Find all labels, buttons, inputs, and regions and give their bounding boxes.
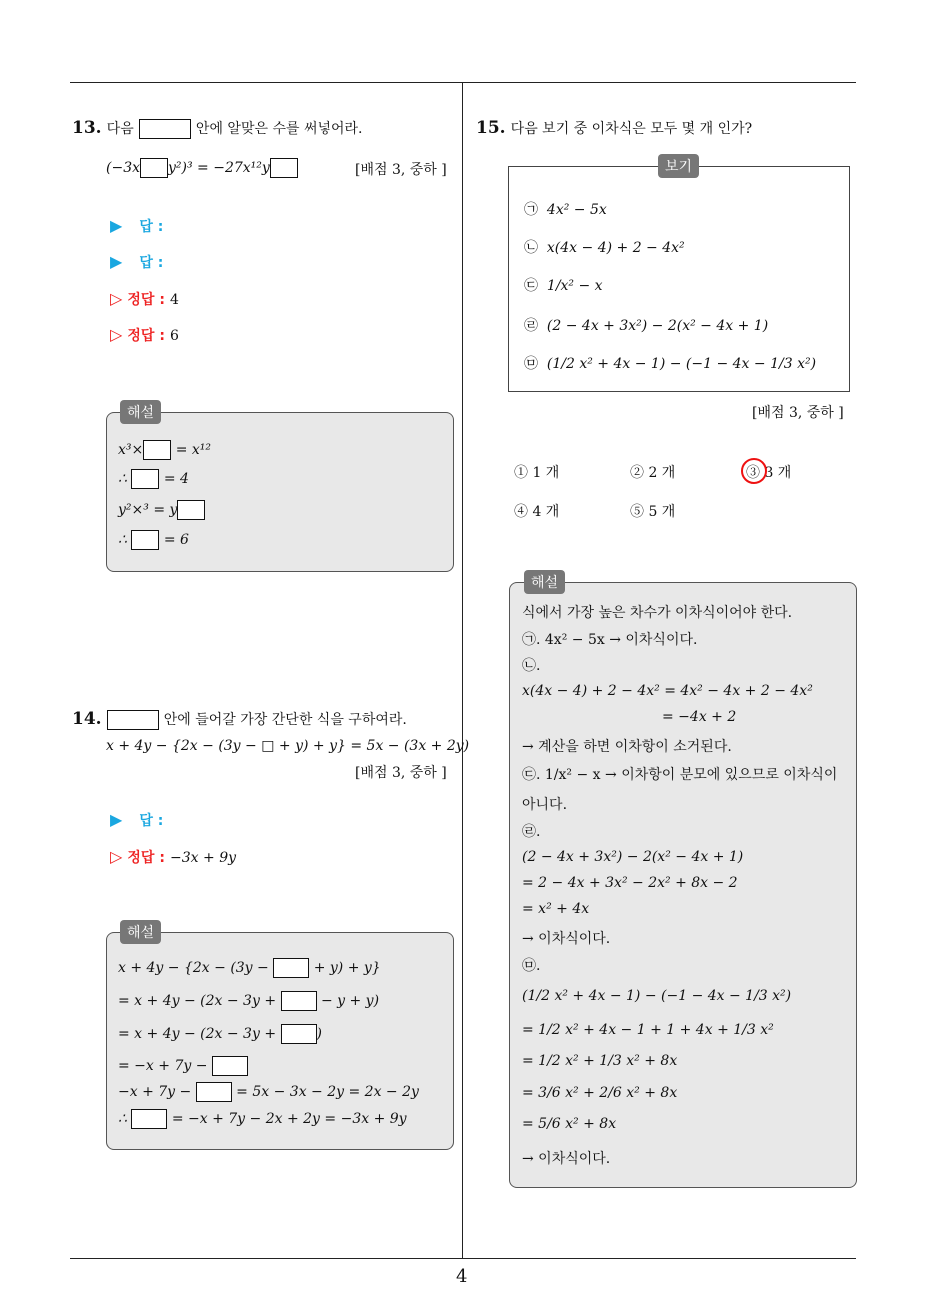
triangle-right-icon: ▷ xyxy=(110,325,123,344)
q15-explanation-tag: 해설 xyxy=(524,570,565,594)
q14-exp-l6-pre: ∴ xyxy=(118,1111,127,1127)
q14-exp-l5-pre: −x + 7y − xyxy=(118,1084,192,1100)
q15-item-3-expr: 1/x² − x xyxy=(546,278,603,294)
q15-prompt-text: 다음 보기 중 이차식은 모두 몇 개 인가? xyxy=(510,121,753,137)
q14-exp-l5-post: = 5x − 3x − 2y = 2x − 2y xyxy=(236,1084,419,1100)
q13-exp-line1 xyxy=(118,440,211,460)
q13-exp-l4-pre: ∴ xyxy=(118,532,127,548)
q14-exp-blank1 xyxy=(273,958,309,978)
q14-correct xyxy=(110,847,236,867)
q14-correct-value: −3x + 9y xyxy=(170,850,237,866)
q13-exp-l1-post: = x¹² xyxy=(175,442,212,458)
q15-choice-4[interactable]: ④ 4 개 xyxy=(514,504,560,520)
triangle-right-icon: ▷ xyxy=(110,847,123,866)
q15-item-4-expr: (2 − 4x + 3x²) − 2(x² − 4x + 1) xyxy=(546,318,769,334)
q15-prompt xyxy=(476,118,752,138)
q13-exp-blank2 xyxy=(131,469,159,489)
q14-answer xyxy=(110,810,163,830)
q15-bogi-item-1 xyxy=(524,199,607,219)
q15-exp-line-13: → 이차식이다. xyxy=(522,931,611,947)
q13-exp-l4-post: = 6 xyxy=(163,532,189,548)
play-icon: ▶ xyxy=(110,252,123,271)
q13-eq-left: (−3x xyxy=(106,160,140,176)
q14-exp-blank5 xyxy=(196,1082,232,1102)
column-divider xyxy=(462,83,463,1259)
q14-exp-line4 xyxy=(118,1056,248,1076)
q13-prompt xyxy=(72,118,363,139)
selected-answer-circle xyxy=(741,458,767,484)
q14-exp-l6-post: = −x + 7y − 2x + 2y = −3x + 9y xyxy=(171,1111,407,1127)
q15-item-1-expr: 4x² − 5x xyxy=(546,202,607,218)
q13-exp-line2 xyxy=(118,469,189,489)
q15-item-5-mark: ㉤ xyxy=(524,356,538,372)
q13-explanation-tag: 해설 xyxy=(120,400,161,424)
q13-eq-blank1 xyxy=(140,158,168,178)
q15-exp-line-20: → 이차식이다. xyxy=(522,1151,611,1167)
q14-exp-l3-post: ) xyxy=(316,1026,322,1042)
q15-exp-line-5: = −4x + 2 xyxy=(662,709,737,725)
bottom-rule xyxy=(70,1258,856,1259)
play-icon: ▶ xyxy=(110,810,123,829)
triangle-right-icon: ▷ xyxy=(110,289,123,308)
q14-exp-line5 xyxy=(118,1082,419,1102)
q13-eq-mid: y²)³ = −27x¹²y xyxy=(168,160,270,176)
q15-bogi-item-5 xyxy=(524,353,816,373)
q14-prompt-blank xyxy=(107,710,159,730)
q13-exp-l2-post: = 4 xyxy=(163,471,189,487)
q14-exp-blank2 xyxy=(281,991,317,1011)
q13-equation xyxy=(106,158,298,178)
q13-exp-l2-pre: ∴ xyxy=(118,471,127,487)
q14-answer-label: 답 : xyxy=(139,813,164,829)
q14-correct-label: 정답 : xyxy=(127,850,165,866)
q13-meta: [배점 3, 중하 ] xyxy=(355,162,447,178)
q13-correct-2 xyxy=(110,325,179,345)
q15-exp-line-8: 아니다. xyxy=(522,797,568,813)
q13-exp-l3-pre: y²×³ = y xyxy=(118,502,178,518)
q13-exp-line4 xyxy=(118,530,189,550)
q15-exp-line-12: = x² + 4x xyxy=(522,901,590,917)
q13-correct-label-1: 정답 : xyxy=(127,292,165,308)
q15-exp-line-9: ㉣. xyxy=(522,824,541,840)
q15-item-2-expr: x(4x − 4) + 2 − 4x² xyxy=(546,240,685,256)
q13-exp-l1-pre: x³× xyxy=(118,442,144,458)
q15-item-3-mark: ㉢ xyxy=(524,278,538,294)
q15-exp-line-11: = 2 − 4x + 3x² − 2x² + 8x − 2 xyxy=(522,875,738,891)
q13-answer-2 xyxy=(110,252,163,272)
q15-choice-5[interactable]: ⑤ 5 개 xyxy=(630,504,676,520)
q15-exp-line-19: = 5/6 x² + 8x xyxy=(522,1116,617,1132)
q13-answer-label-2: 답 : xyxy=(139,255,164,271)
q13-prompt-pre: 다음 xyxy=(106,121,134,137)
q15-exp-line-3: ㉡. xyxy=(522,658,541,674)
top-rule xyxy=(70,82,856,83)
q15-item-4-mark: ㉣ xyxy=(524,318,538,334)
q14-number: 14. xyxy=(72,709,102,729)
q13-answer-1 xyxy=(110,216,163,236)
q14-exp-l2-pre: = x + 4y − (2x − 3y + xyxy=(118,993,277,1009)
q15-bogi-tag: 보기 xyxy=(658,154,699,178)
q15-exp-line-17: = 1/2 x² + 1/3 x² + 8x xyxy=(522,1053,678,1069)
q14-exp-line6 xyxy=(118,1109,407,1129)
q15-exp-line-6: → 계산을 하면 이차항이 소거된다. xyxy=(522,739,732,755)
q14-exp-l1-pre: x + 4y − {2x − (3y − xyxy=(118,960,269,976)
q15-exp-line-2: ㉠. 4x² − 5x → 이차식이다. xyxy=(522,632,698,648)
q13-number: 13. xyxy=(72,118,102,138)
q15-bogi-item-2 xyxy=(524,237,685,257)
q13-prompt-post: 안에 알맞은 수를 써넣어라. xyxy=(195,121,363,137)
q14-equation: x + 4y − {2x − (3y − □ + y) + y} = 5x − (3x + 2y) xyxy=(106,738,470,754)
q14-exp-blank4 xyxy=(212,1056,248,1076)
q14-prompt-post: 안에 들어갈 가장 간단한 식을 구하여라. xyxy=(163,712,407,728)
q14-explanation-tag: 해설 xyxy=(120,920,161,944)
q15-choice-2[interactable]: ② 2 개 xyxy=(630,465,676,481)
q15-exp-line-4: x(4x − 4) + 2 − 4x² = 4x² − 4x + 2 − 4x² xyxy=(522,683,813,699)
q14-exp-line1 xyxy=(118,958,381,978)
q14-exp-blank3 xyxy=(281,1024,317,1044)
q13-correct-label-2: 정답 : xyxy=(127,328,165,344)
q15-choice-1[interactable]: ① 1 개 xyxy=(514,465,560,481)
q15-meta: [배점 3, 중하 ] xyxy=(752,405,844,421)
q14-exp-l2-post: − y + y) xyxy=(320,993,380,1009)
q15-bogi-item-3 xyxy=(524,275,603,295)
q15-item-2-mark: ㉡ xyxy=(524,240,538,256)
q13-prompt-blank xyxy=(139,119,191,139)
q13-exp-line3 xyxy=(118,500,205,520)
q14-prompt xyxy=(72,709,407,730)
q13-eq-blank2 xyxy=(270,158,298,178)
q14-exp-line2 xyxy=(118,991,379,1011)
q15-item-1-mark: ㉠ xyxy=(524,202,538,218)
q15-bogi-item-4 xyxy=(524,315,768,335)
q14-exp-l4-pre: = −x + 7y − xyxy=(118,1058,208,1074)
q13-answer-label-1: 답 : xyxy=(139,219,164,235)
q15-item-5-expr: (1/2 x² + 4x − 1) − (−1 − 4x − 1/3 x²) xyxy=(546,356,817,372)
q13-exp-blank3 xyxy=(177,500,205,520)
q15-exp-line-14: ㉤. xyxy=(522,958,541,974)
q13-exp-blank4 xyxy=(131,530,159,550)
q15-exp-line-1: 식에서 가장 높은 차수가 이차식이어야 한다. xyxy=(522,605,793,621)
q14-exp-blank6 xyxy=(131,1109,167,1129)
page-number: 4 xyxy=(456,1266,468,1287)
q13-correct-value-2: 6 xyxy=(170,328,179,344)
q14-exp-line3 xyxy=(118,1024,322,1044)
q14-exp-l3-pre: = x + 4y − (2x − 3y + xyxy=(118,1026,277,1042)
q15-exp-line-15: (1/2 x² + 4x − 1) − (−1 − 4x − 1/3 x²) xyxy=(522,988,792,1004)
q15-exp-line-16: = 1/2 x² + 4x − 1 + 1 + 4x + 1/3 x² xyxy=(522,1022,774,1038)
q13-correct-value-1: 4 xyxy=(170,292,179,308)
q15-exp-line-7: ㉢. 1/x² − x → 이차항이 분모에 있으므로 이차식이 xyxy=(522,767,838,783)
q14-exp-l1-post: + y) + y} xyxy=(313,960,381,976)
q14-meta: [배점 3, 중하 ] xyxy=(355,765,447,781)
q15-number: 15. xyxy=(476,118,506,138)
q13-exp-blank1 xyxy=(143,440,171,460)
q15-choice-3[interactable]: ③ 3 개 xyxy=(746,465,792,481)
q13-correct-1 xyxy=(110,289,179,309)
play-icon: ▶ xyxy=(110,216,123,235)
q15-exp-line-10: (2 − 4x + 3x²) − 2(x² − 4x + 1) xyxy=(522,849,744,865)
q15-exp-line-18: = 3/6 x² + 2/6 x² + 8x xyxy=(522,1085,678,1101)
